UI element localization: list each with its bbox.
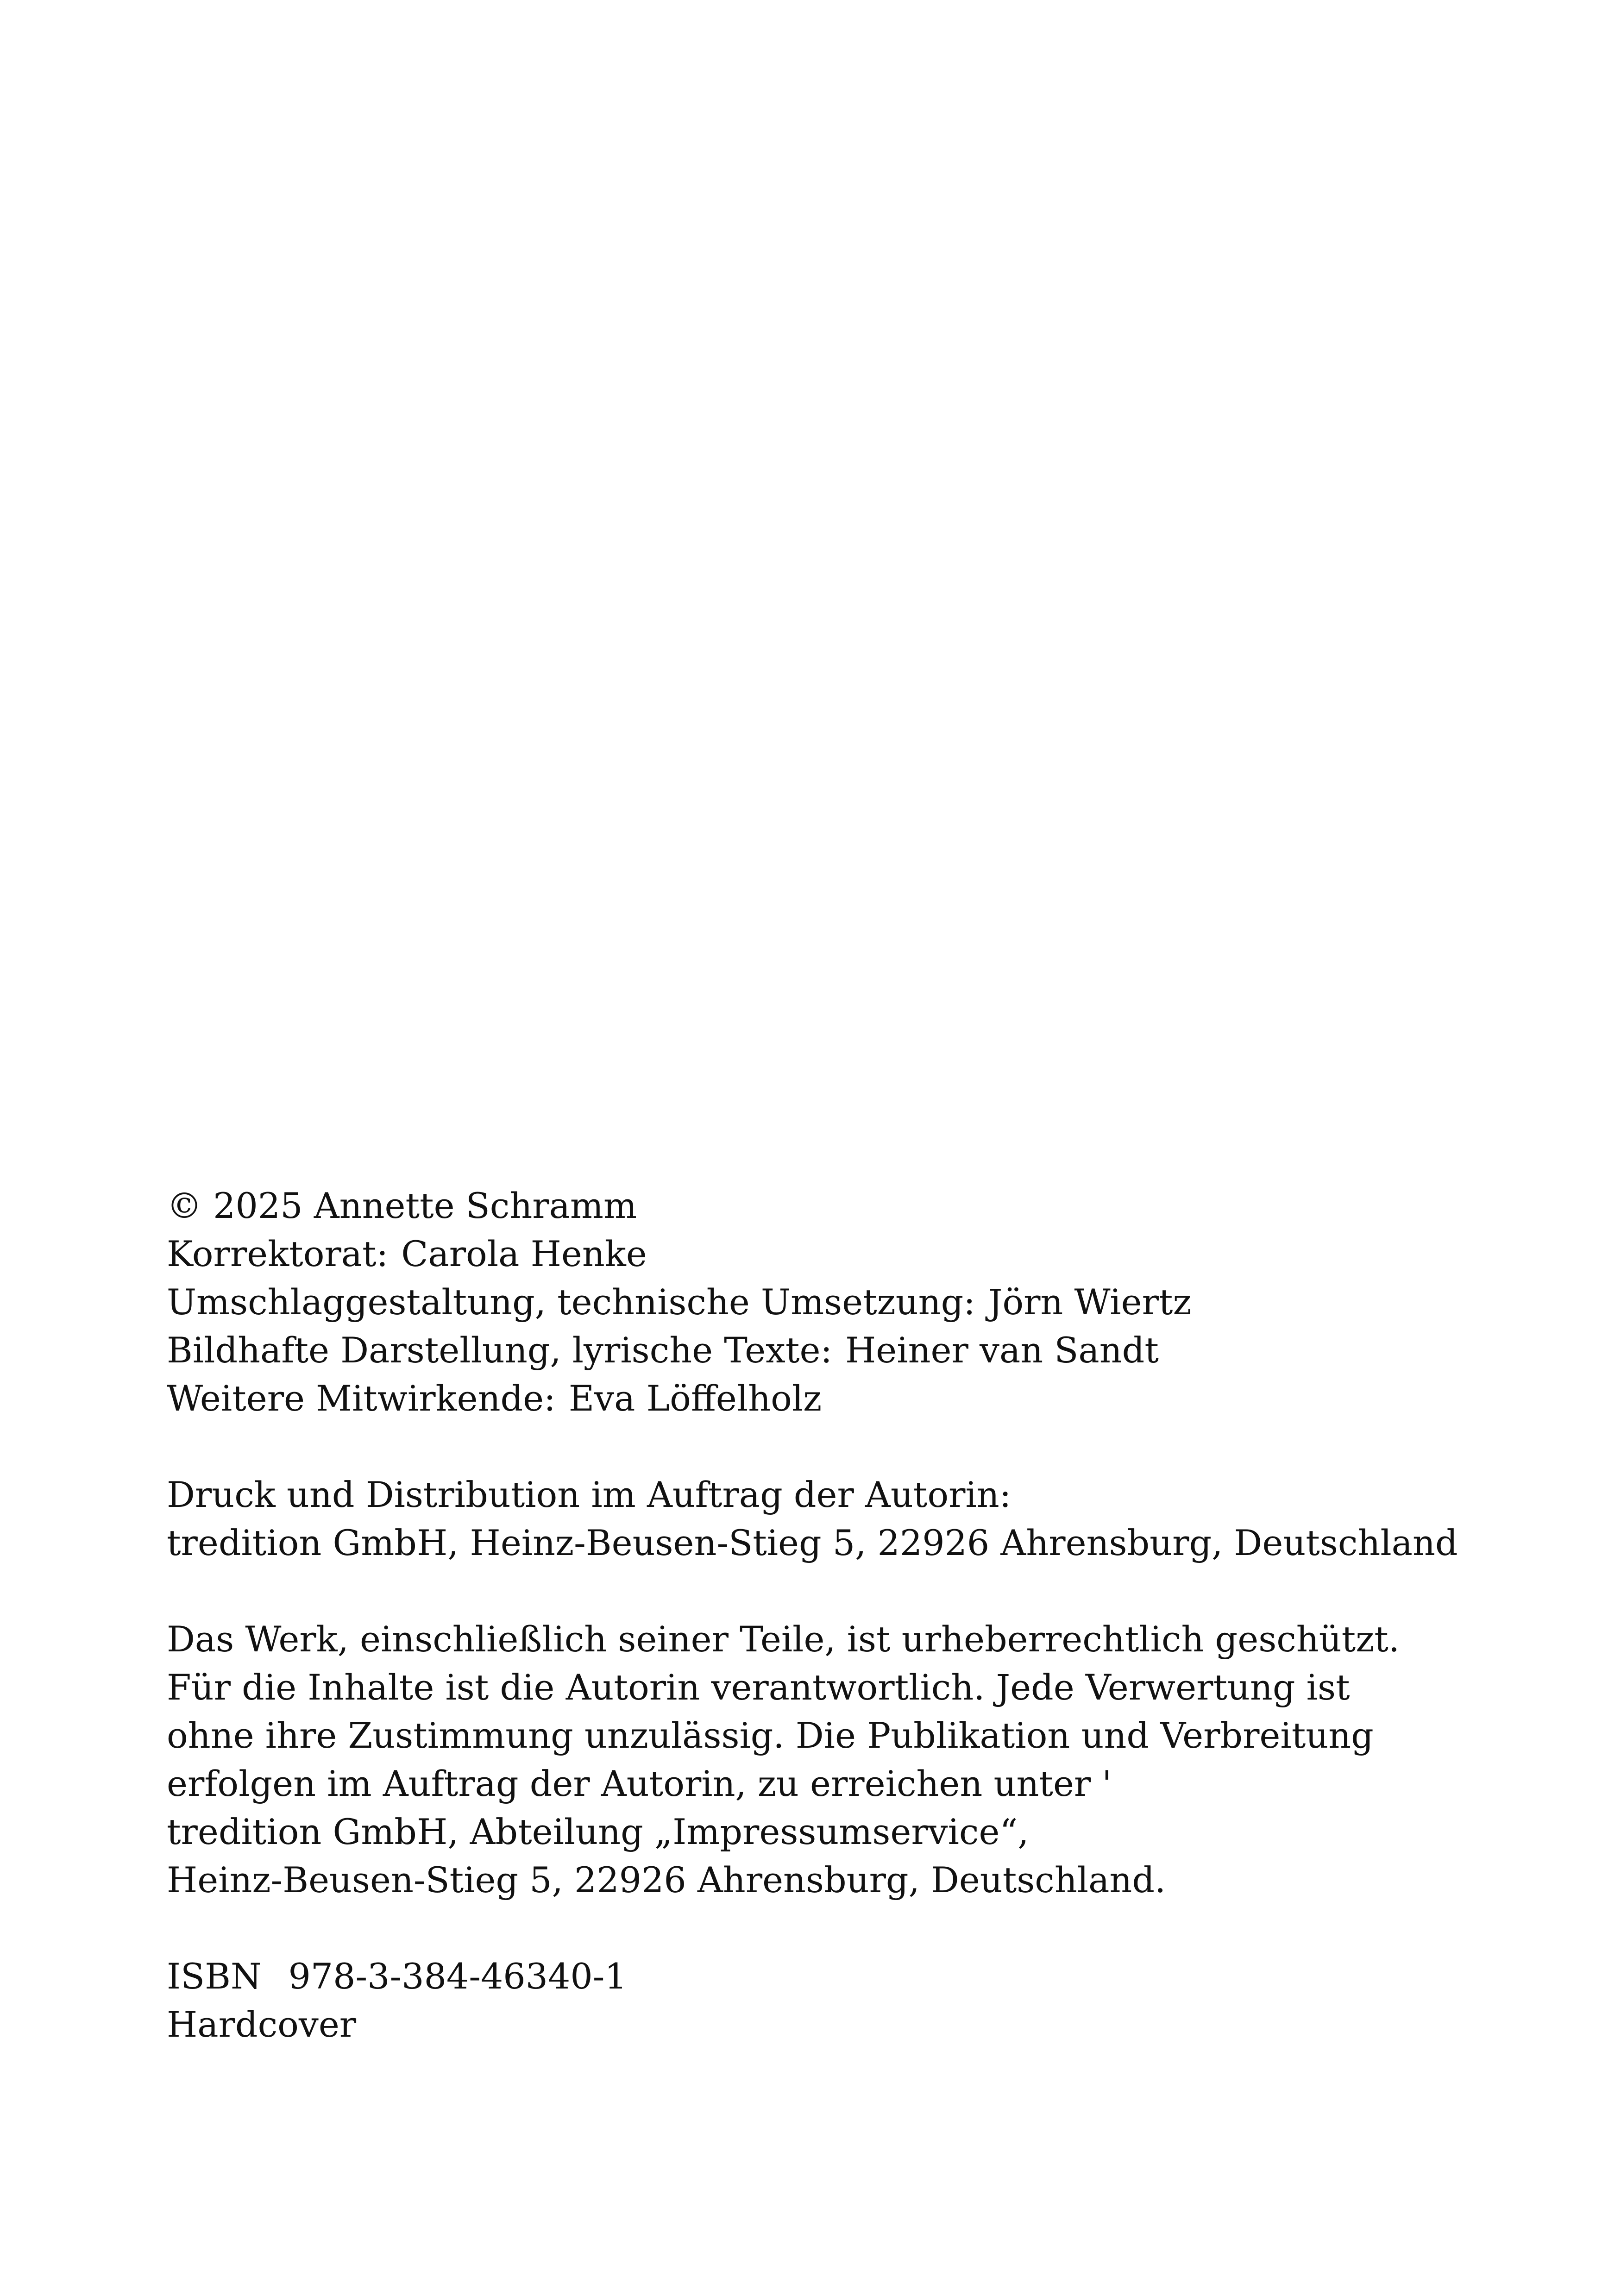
credit-line-contributors — [167, 1374, 1556, 1423]
legal-notice-line: Das Werk, einschließlich seiner Teile, ist urheberrechtlich geschützt. — [167, 1618, 1400, 1660]
credit-line-illustration — [167, 1326, 1556, 1374]
credit-role: Umschlaggestaltung, technische Umsetzung: — [167, 1281, 975, 1323]
isbn-line — [167, 1952, 1556, 2001]
credit-role: Bildhafte Darstellung, lyrische Texte: — [167, 1330, 833, 1371]
distribution-block — [167, 1471, 1556, 1567]
legal-notice-line: erfolgen im Auftrag der Autorin, zu erreichen unter ' — [167, 1763, 1112, 1804]
legal-notice-line: ohne ihre Zustimmung unzulässig. Die Publikation und Verbreitung — [167, 1715, 1374, 1756]
credits-block — [167, 1182, 1556, 1423]
legal-notice-line: Heinz-Beusen-Stieg 5, 22926 Ahrensburg, Deutschland. — [167, 1859, 1166, 1901]
imprint-text — [167, 1182, 1556, 2049]
isbn-block — [167, 1952, 1556, 2049]
credit-role: Weitere Mitwirkende: — [167, 1378, 556, 1419]
credit-name: Carola Henke — [401, 1233, 647, 1274]
credit-name: Eva Löffelholz — [568, 1378, 822, 1419]
isbn-label: ISBN — [167, 1956, 262, 1997]
distribution-heading: Druck und Distribution im Auftrag der Autorin: — [167, 1474, 1012, 1515]
credit-name: Heiner van Sandt — [845, 1330, 1159, 1371]
credit-role: Korrektorat: — [167, 1233, 389, 1274]
credit-line-cover-design — [167, 1278, 1556, 1326]
distribution-address: tredition GmbH, Heinz-Beusen-Stieg 5, 22926 Ahrensburg, Deutschland — [167, 1522, 1458, 1563]
legal-notice-line: Für die Inhalte ist die Autorin verantwortlich. Jede Verwertung ist — [167, 1667, 1350, 1708]
credit-line-proofreading — [167, 1230, 1556, 1278]
legal-notice-line: tredition GmbH, Abteilung „Impressumservice“, — [167, 1811, 1029, 1852]
credit-name: Jörn Wiertz — [988, 1281, 1192, 1323]
isbn-value: 978-3-384-46340-1 — [288, 1956, 627, 1997]
copyright-line: © 2025 Annette Schramm — [167, 1185, 637, 1226]
legal-notice-block — [167, 1615, 1556, 1904]
book-format: Hardcover — [167, 2004, 357, 2045]
